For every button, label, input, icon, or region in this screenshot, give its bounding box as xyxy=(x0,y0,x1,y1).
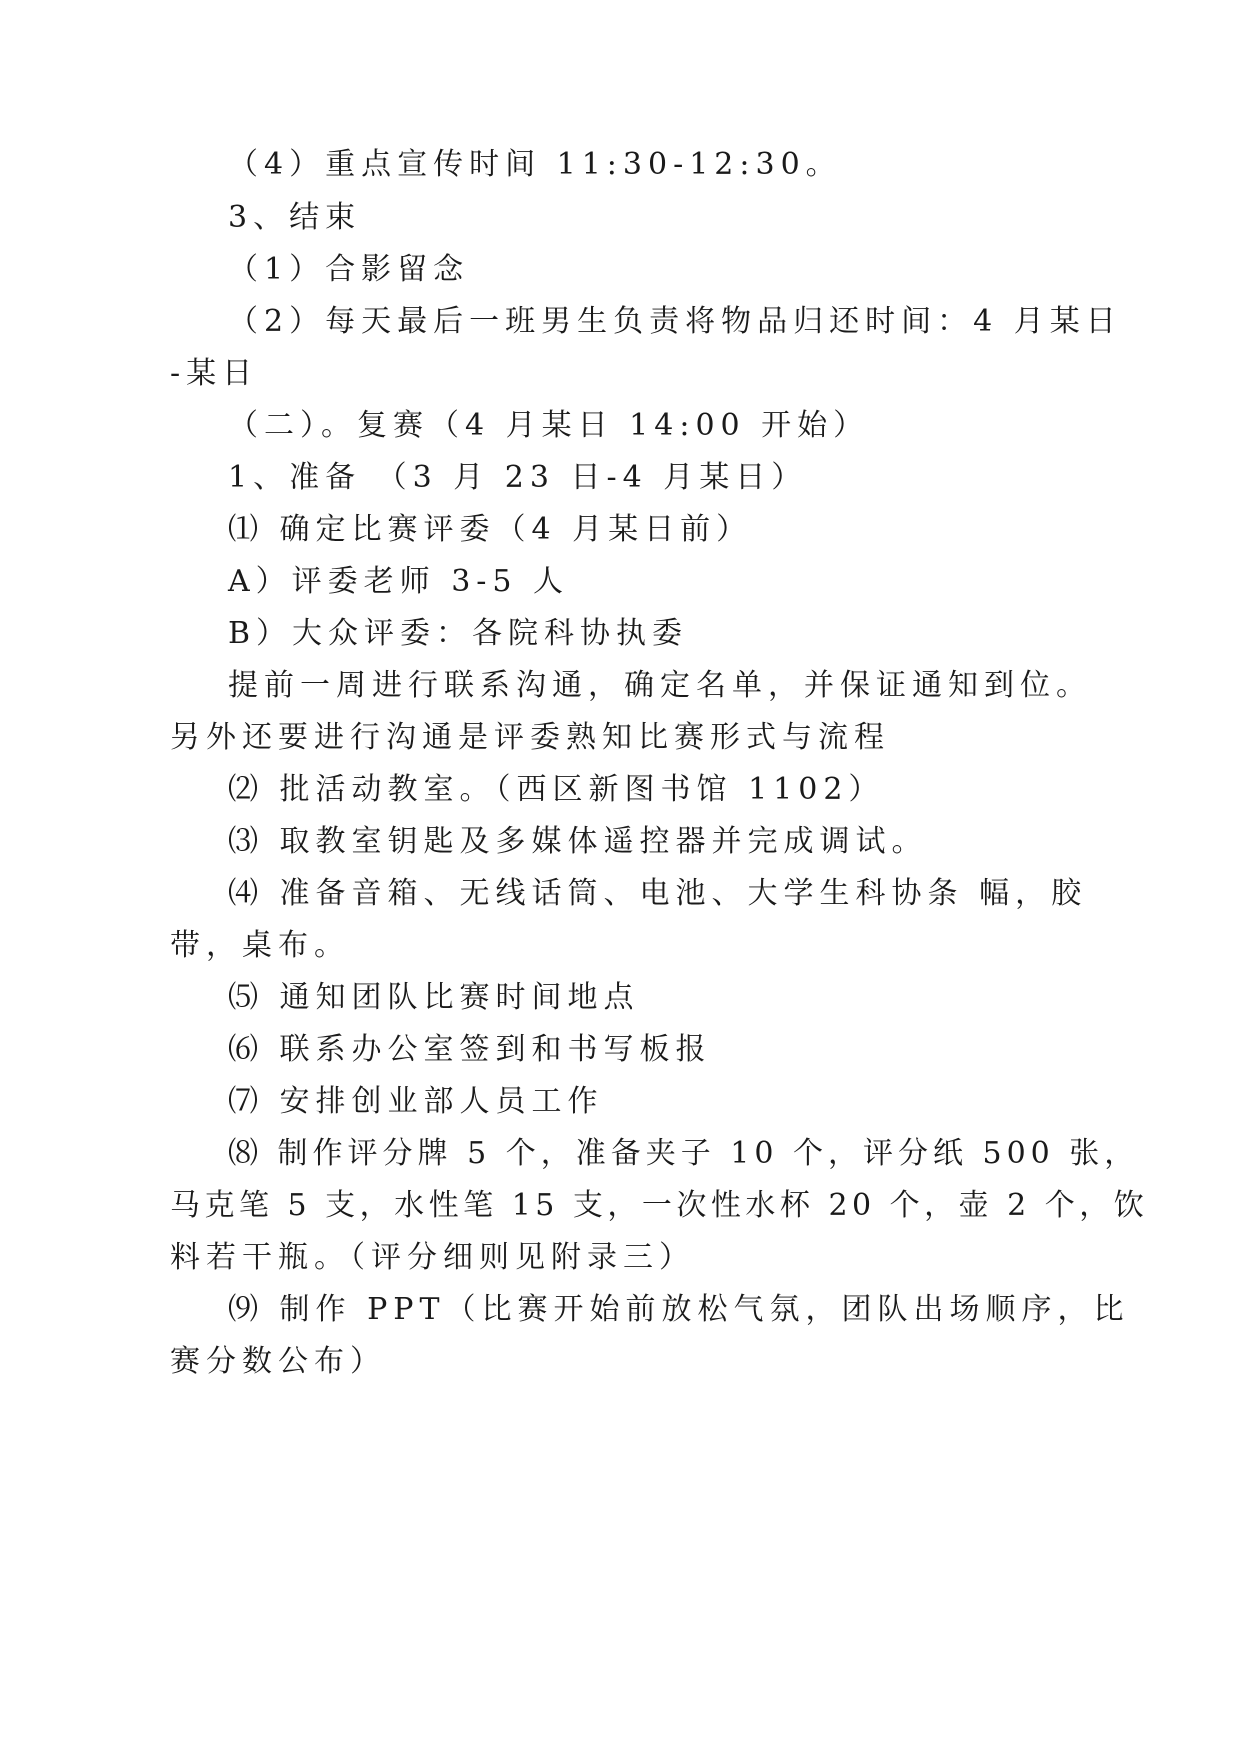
text-line: 提前一周进行联系沟通，确定名单，并保证通知到位。 xyxy=(228,668,1092,703)
text-line: ⑹ 联系办公室签到和书写板报 xyxy=(228,1032,712,1067)
text-line: ⑻ 制作评分牌 5 个，准备夹子 10 个，评分纸 500 张， xyxy=(228,1136,1140,1171)
text-line: 马克笔 5 支，水性笔 15 支，一次性水杯 20 个，壶 2 个，饮 xyxy=(170,1188,1149,1223)
text-line: ⑺ 安排创业部人员工作 xyxy=(228,1084,604,1119)
text-line: ⑷ 准备音箱、无线话筒、电池、大学生科协条 幅，胶 xyxy=(228,876,1088,911)
text-line: 3、结束 xyxy=(228,200,362,235)
text-line: 赛分数公布） xyxy=(170,1344,386,1379)
text-line: （2）每天最后一班男生负责将物品归还时间：4 月某日 xyxy=(228,304,1122,339)
text-line: ⑸ 通知团队比赛时间地点 xyxy=(228,980,640,1015)
text-line: ⑶ 取教室钥匙及多媒体遥控器并完成调试。 xyxy=(228,824,928,859)
text-line: ⑼ 制作 PPT（比赛开始前放松气氛，团队出场顺序，比 xyxy=(228,1292,1130,1327)
text-line: （1）合影留念 xyxy=(228,252,470,287)
text-line: A）评委老师 3-5 人 xyxy=(228,564,570,599)
text-line: 料若干瓶。（评分细则见附录三） xyxy=(170,1240,695,1275)
text-line: -某日 xyxy=(170,356,259,391)
text-line: 另外还要进行沟通是评委熟知比赛形式与流程 xyxy=(170,720,890,755)
text-line: 带，桌布。 xyxy=(170,928,350,963)
text-line: ⑴ 确定比赛评委（4 月某日前） xyxy=(228,512,753,547)
text-line: 1、准备 （3 月 23 日-4 月某日） xyxy=(228,460,808,495)
text-line: （4）重点宣传时间 11:30-12:30。 xyxy=(228,147,842,182)
text-line: （二）。复赛（4 月某日 14:00 开始） xyxy=(228,408,870,443)
text-line: ⑵ 批活动教室。（西区新图书馆 1102） xyxy=(228,772,885,807)
text-line: B）大众评委：各院科协执委 xyxy=(228,616,689,651)
